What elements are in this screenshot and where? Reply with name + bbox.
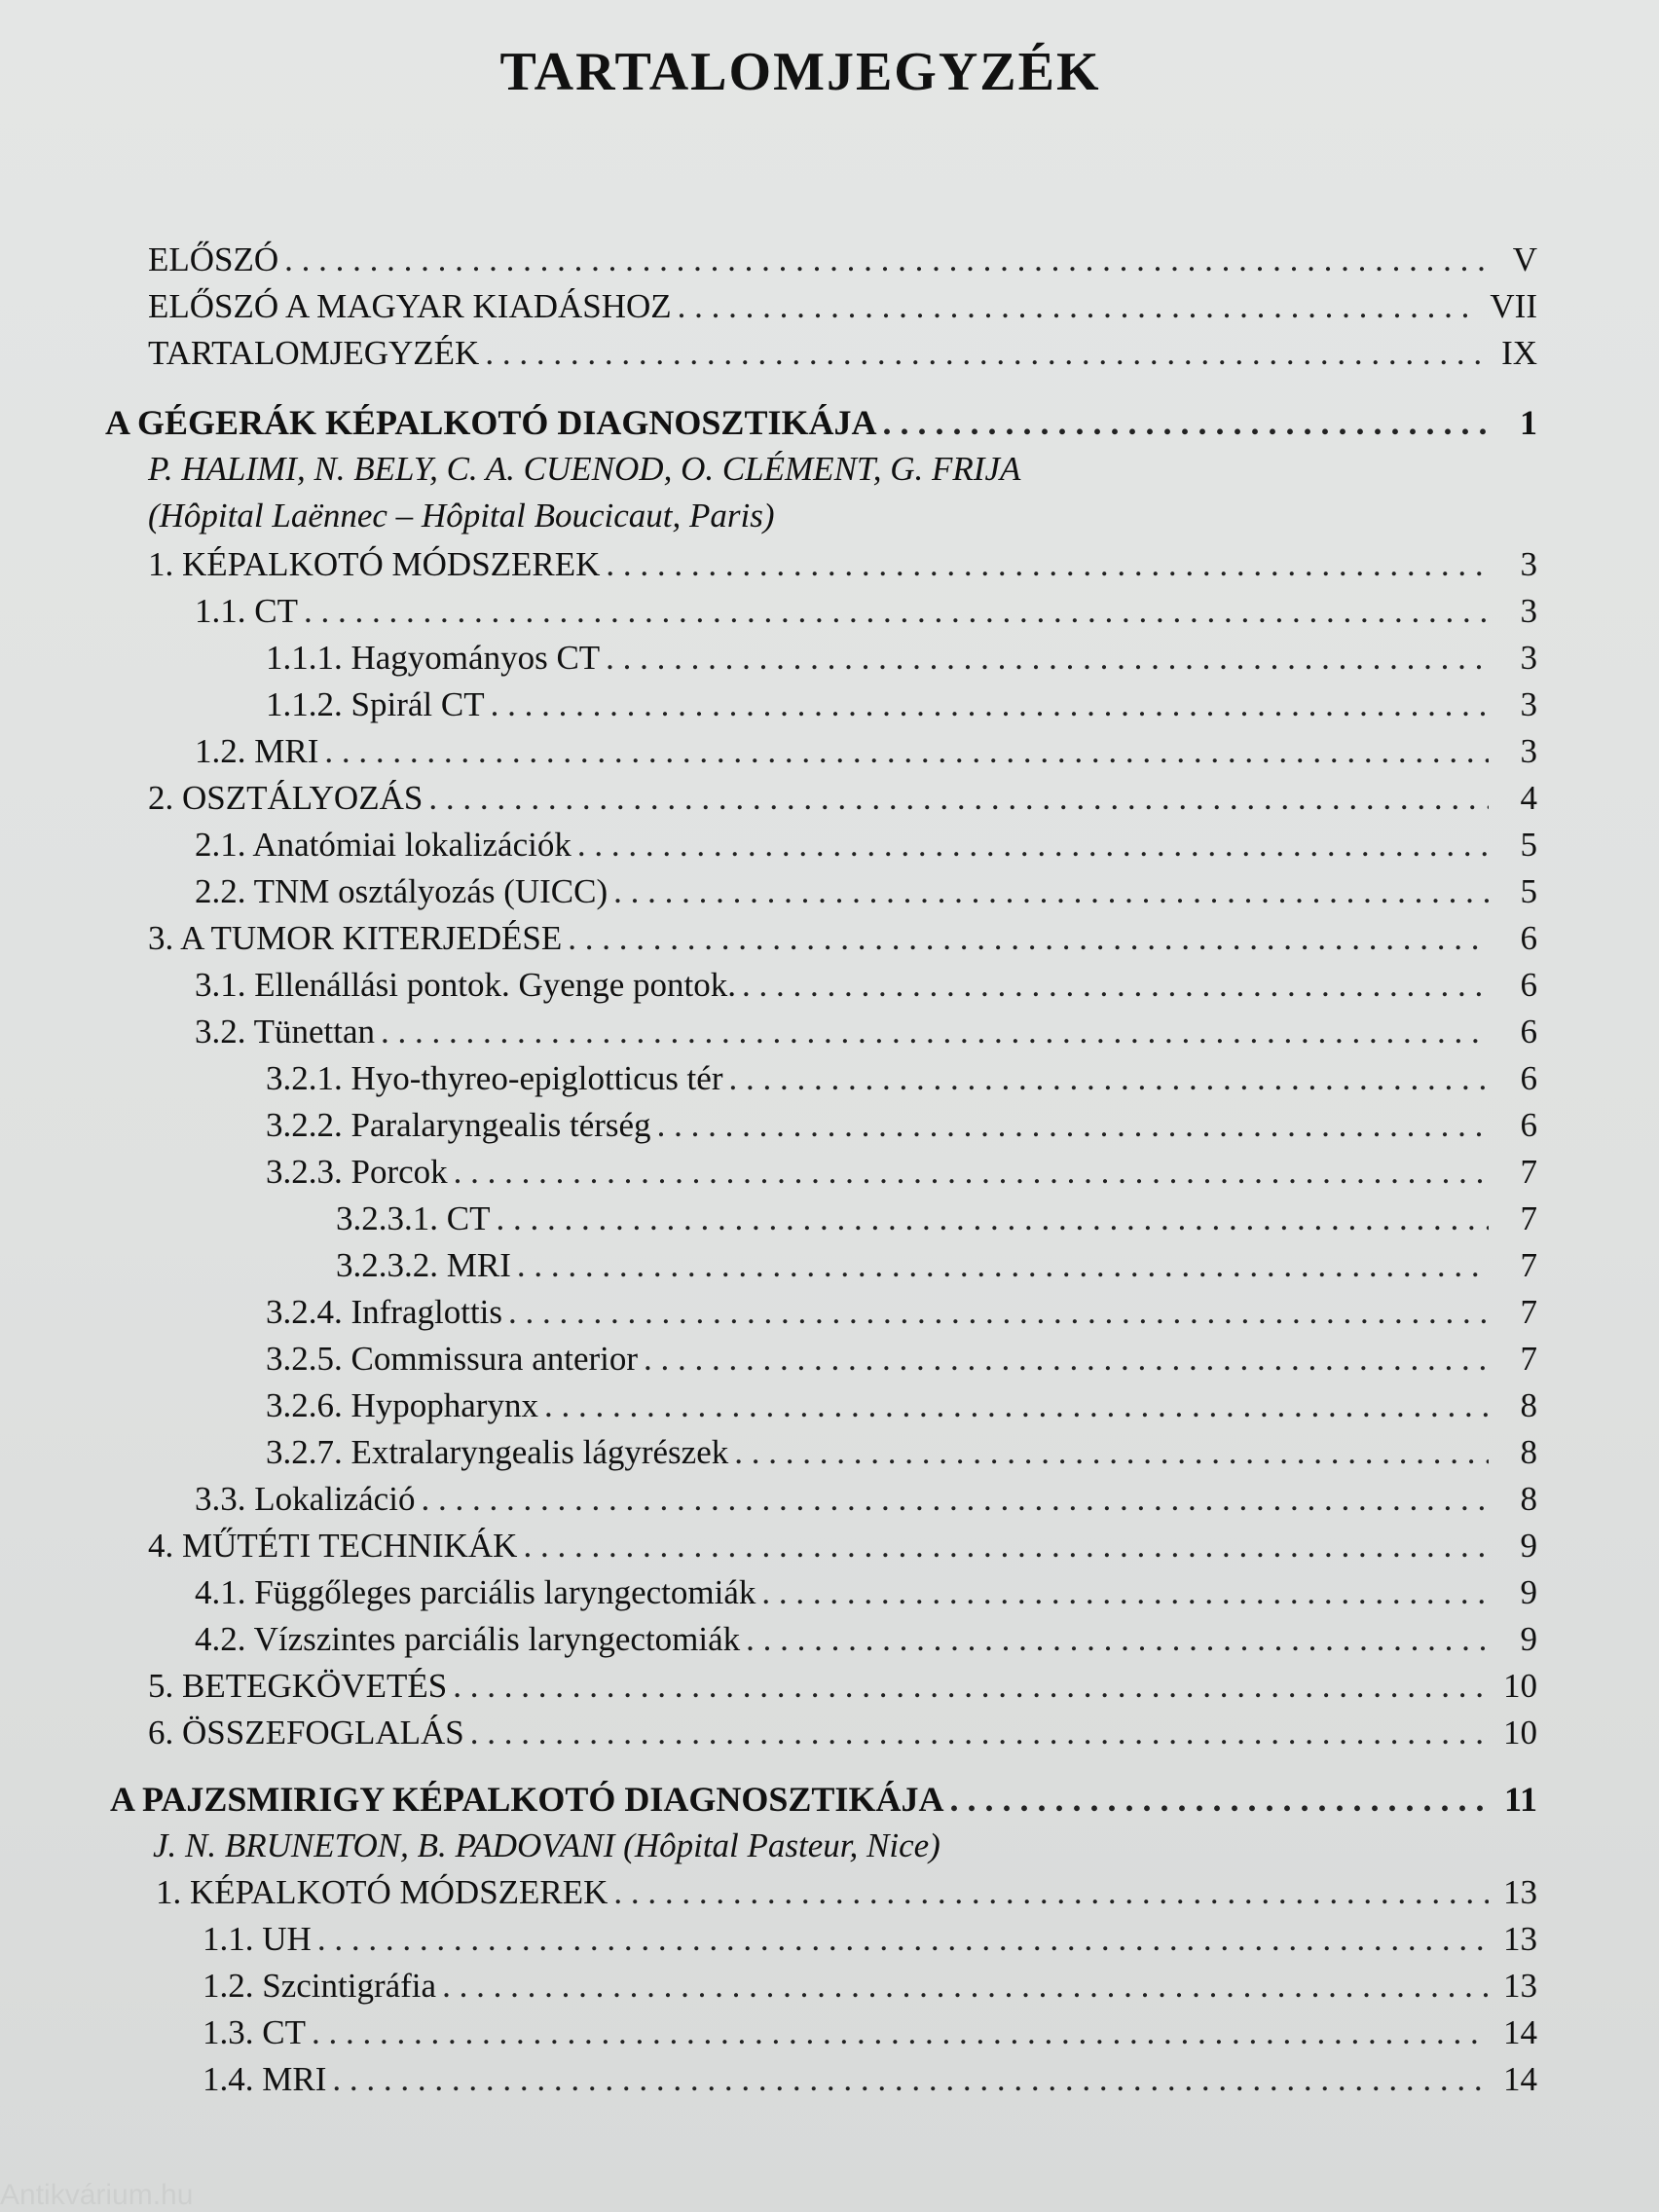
toc-entry-label: 1. KÉPALKOTÓ MÓDSZEREK: [156, 1873, 608, 1911]
toc-entry-label: 3.2.2. Paralaryngealis térség: [266, 1106, 651, 1144]
toc-entry-page: 3: [1520, 545, 1537, 583]
toc-entry-page: V: [1512, 240, 1537, 278]
toc-entry-page: 3: [1520, 639, 1537, 677]
toc-entry-label: 1.4. MRI: [203, 2060, 327, 2098]
dot-leader: [508, 1291, 1489, 1334]
toc-entry: [266, 1151, 1537, 1194]
toc-entry: [203, 2058, 1537, 2101]
toc-entry-page: VII: [1490, 287, 1537, 325]
dot-leader: [882, 401, 1489, 444]
toc-entry-label: 3.1. Ellenállási pontok. Gyenge pontok.: [195, 966, 737, 1004]
dot-leader: [517, 1244, 1489, 1287]
toc-entry-label: 2.1. Anatómiai lokalizációk: [195, 826, 571, 864]
dot-leader: [485, 332, 1489, 375]
toc-entry: [266, 1291, 1537, 1334]
toc-entry-label: 1. KÉPALKOTÓ MÓDSZEREK: [148, 545, 601, 583]
toc-entry-page: 13: [1503, 1920, 1537, 1958]
toc-entry: [266, 1104, 1537, 1147]
dot-leader: [613, 870, 1489, 913]
toc-entry-page: 7: [1520, 1293, 1537, 1331]
toc-affiliation: (Hôpital Laënnec – Hôpital Boucicaut, Paris): [148, 497, 775, 535]
toc-entry-label: 1.2. MRI: [195, 732, 319, 770]
dot-leader: [523, 1525, 1489, 1567]
toc-entry-label: A PAJZSMIRIGY KÉPALKOTÓ DIAGNOSZTIKÁJA: [110, 1780, 944, 1819]
toc-authors: J. N. BRUNETON, B. PADOVANI (Hôpital Pasteur, Nice): [153, 1826, 940, 1864]
dot-leader: [657, 1104, 1489, 1147]
toc-entry-label: 3.2.3. Porcok: [266, 1153, 448, 1191]
toc-entry-label: TARTALOMJEGYZÉK: [148, 334, 480, 372]
toc-entry-page: 14: [1503, 2013, 1537, 2051]
toc-entry-label: 3.2.7. Extralaryngealis lágyrészek: [266, 1433, 729, 1471]
toc-entry-label: 3.2.3.1. CT: [336, 1199, 491, 1237]
toc-entry-label: 5. BETEGKÖVETÉS: [148, 1667, 448, 1705]
dot-leader: [442, 1965, 1489, 2008]
toc-entry-label: 4.1. Függőleges parciális laryngectomiák: [195, 1573, 756, 1611]
toc-entry-page: 8: [1520, 1386, 1537, 1424]
toc-entry-page: 6: [1520, 919, 1537, 957]
toc-entry-page: 13: [1503, 1873, 1537, 1911]
toc-entry-label: 1.1.2. Spirál CT: [266, 685, 485, 723]
toc-entry: [266, 1057, 1537, 1100]
toc-entry-page: 7: [1520, 1246, 1537, 1284]
toc-entry: [148, 1665, 1537, 1708]
toc-entry-label: ELŐSZÓ: [148, 240, 279, 278]
dot-leader: [728, 1057, 1489, 1100]
toc-entry-label: 1.1. CT: [195, 592, 298, 630]
toc-entry-label: 4. MŰTÉTI TECHNIKÁK: [148, 1527, 518, 1565]
toc-entry: [203, 1965, 1537, 2008]
dot-leader: [577, 824, 1489, 866]
toc-entry: [195, 964, 1537, 1007]
toc-entry-label: 1.2. Szcintigráfia: [203, 1967, 437, 2005]
dot-leader: [568, 917, 1489, 960]
toc-authors: P. HALIMI, N. BELY, C. A. CUENOD, O. CLÉMENT, G. FRIJA: [148, 450, 1021, 488]
dot-leader: [491, 683, 1489, 726]
toc-entry-page: 1: [1520, 403, 1537, 442]
toc-entry-page: 6: [1520, 1059, 1537, 1097]
toc-entry-page: 4: [1520, 779, 1537, 817]
toc-entry-page: 5: [1520, 872, 1537, 910]
dot-leader: [381, 1011, 1489, 1053]
dot-leader: [453, 1665, 1489, 1708]
toc-entry: [148, 543, 1537, 586]
dot-leader: [421, 1478, 1489, 1521]
toc-entry: [195, 730, 1537, 773]
toc-entry: [336, 1244, 1537, 1287]
dot-leader: [332, 2058, 1489, 2101]
dot-leader: [324, 730, 1489, 773]
toc-entry: [148, 239, 1537, 281]
toc-entry: [195, 824, 1537, 866]
toc-entry: [156, 1871, 1537, 1914]
toc-entry-page: 9: [1520, 1527, 1537, 1565]
dot-leader: [949, 1778, 1489, 1821]
toc-entry-page: 3: [1520, 732, 1537, 770]
toc-entry-page: 6: [1520, 1106, 1537, 1144]
dot-leader: [312, 2011, 1489, 2054]
toc-entry-page: IX: [1501, 334, 1537, 372]
dot-leader: [606, 637, 1489, 680]
toc-entry: [195, 1011, 1537, 1053]
toc-entry: [266, 1431, 1537, 1474]
toc-entry-page: 11: [1503, 1780, 1537, 1819]
toc-entry-label: 2.2. TNM osztályozás (UICC): [195, 872, 608, 910]
toc-entry-label: 3.2.3.2. MRI: [336, 1246, 511, 1284]
toc-section-heading: [105, 401, 1537, 444]
toc-entry-label: 3.2. Tünettan: [195, 1013, 376, 1051]
toc-entry-page: 7: [1520, 1153, 1537, 1191]
dot-leader: [317, 1918, 1489, 1961]
dot-leader: [734, 1431, 1489, 1474]
toc-entry-label: 3. A TUMOR KITERJEDÉSE: [148, 919, 563, 957]
toc-entry: [148, 332, 1537, 375]
toc-entry: [266, 1384, 1537, 1427]
dot-leader: [761, 1571, 1489, 1614]
toc-entry-label: 3.2.4. Infraglottis: [266, 1293, 503, 1331]
toc-entry-page: 5: [1520, 826, 1537, 864]
toc-entry-page: 14: [1503, 2060, 1537, 2098]
dot-leader: [304, 590, 1489, 633]
toc-entry-page: 3: [1520, 685, 1537, 723]
dot-leader: [470, 1712, 1489, 1754]
dot-leader: [613, 1871, 1489, 1914]
toc-entry-label: 3.3. Lokalizáció: [195, 1480, 416, 1518]
dot-leader: [746, 1618, 1489, 1661]
toc-entry-label: 3.2.6. Hypopharynx: [266, 1386, 538, 1424]
dot-leader: [284, 239, 1489, 281]
toc-entry: [148, 1712, 1537, 1754]
toc-entry: [148, 777, 1537, 820]
toc-section-heading: [110, 1778, 1537, 1821]
toc-entry-page: 3: [1520, 592, 1537, 630]
toc-entry-page: 7: [1520, 1340, 1537, 1378]
toc-entry-page: 7: [1520, 1199, 1537, 1237]
toc-entry-page: 9: [1520, 1573, 1537, 1611]
dot-leader: [454, 1151, 1489, 1194]
watermark-logo: Antikvárium.hu: [0, 2179, 194, 2211]
dot-leader: [742, 964, 1489, 1007]
toc-entry-label: 3.2.5. Commissura anterior: [266, 1340, 639, 1378]
toc-entry-page: 10: [1503, 1714, 1537, 1751]
toc-entry-label: 1.1.1. Hagyományos CT: [266, 639, 601, 677]
toc-entry: [266, 637, 1537, 680]
toc-entry: [266, 1338, 1537, 1381]
toc-entry: [203, 1918, 1537, 1961]
toc-entry: [195, 1618, 1537, 1661]
toc-entry-page: 10: [1503, 1667, 1537, 1705]
toc-entry-label: A GÉGERÁK KÉPALKOTÓ DIAGNOSZTIKÁJA: [105, 403, 877, 442]
toc-entry: [195, 590, 1537, 633]
toc-entry: [203, 2011, 1537, 2054]
page-title: TARTALOMJEGYZÉK: [499, 42, 1101, 102]
dot-leader: [544, 1384, 1489, 1427]
toc-entry: [195, 1478, 1537, 1521]
toc-entry-page: 6: [1520, 966, 1537, 1004]
toc-entry-label: 4.2. Vízszintes parciális laryngectomiák: [195, 1620, 741, 1658]
toc-entry-label: 3.2.1. Hyo-thyreo-epiglotticus tér: [266, 1059, 723, 1097]
dot-leader: [678, 285, 1481, 328]
toc-entry-label: 2. OSZTÁLYOZÁS: [148, 779, 424, 817]
toc-entry: [336, 1198, 1537, 1240]
toc-entry-page: 9: [1520, 1620, 1537, 1658]
toc-entry-label: 6. ÖSSZEFOGLALÁS: [148, 1714, 464, 1751]
dot-leader: [496, 1198, 1489, 1240]
toc-entry: [148, 285, 1537, 328]
toc-entry: [266, 683, 1537, 726]
toc-entry: [148, 917, 1537, 960]
toc-entry-page: 6: [1520, 1013, 1537, 1051]
toc-entry-page: 8: [1520, 1433, 1537, 1471]
toc-entry-label: 1.1. UH: [203, 1920, 312, 1958]
dot-leader: [644, 1338, 1489, 1381]
toc-entry: [195, 870, 1537, 913]
toc-entry: [195, 1571, 1537, 1614]
toc-entry-label: 1.3. CT: [203, 2013, 306, 2051]
dot-leader: [428, 777, 1489, 820]
dot-leader: [606, 543, 1489, 586]
toc-entry: [148, 1525, 1537, 1567]
toc-entry-page: 13: [1503, 1967, 1537, 2005]
toc-entry-page: 8: [1520, 1480, 1537, 1518]
toc-entry-label: ELŐSZÓ A MAGYAR KIADÁSHOZ: [148, 287, 672, 325]
